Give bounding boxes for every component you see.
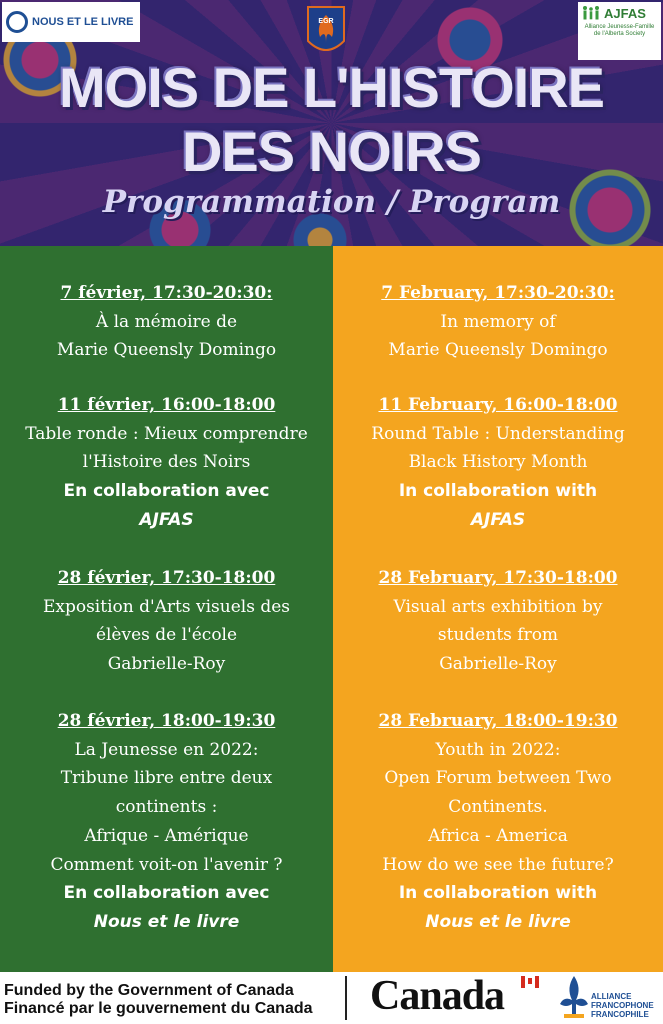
collab-label: In collaboration with [398, 883, 598, 904]
event-fr-4 [0, 707, 333, 937]
footer-divider [345, 976, 347, 1020]
event-date: 11 February, 16:00-18:00 [378, 395, 618, 415]
event-line: À la mémoire de [95, 311, 238, 332]
event-en-1 [333, 279, 663, 365]
event-line: Youth in 2022: [435, 739, 561, 760]
nous-et-le-livre-text: NOUS ET LE LIVRE [32, 16, 134, 28]
event-fr-1 [0, 279, 333, 365]
ajfas-logo [578, 2, 661, 60]
family-figures-icon [581, 5, 601, 21]
fleur-de-lis-icon [556, 974, 592, 1022]
canada-wordmark: Canada [370, 973, 505, 1019]
event-line: students from [437, 625, 559, 646]
funded-fr: Financé par le gouvernement du Canada [4, 1000, 313, 1017]
event-line: Marie Queensly Domingo [388, 340, 608, 361]
event-fr-2 [0, 391, 333, 535]
collab-partner: AJFAS [470, 509, 526, 530]
egr-text: EGR [318, 18, 334, 25]
collab-label: In collaboration with [398, 481, 598, 502]
event-line: Table ronde : Mieux comprendre [25, 423, 308, 444]
event-line: Round Table : Understanding [371, 423, 625, 444]
event-en-3 [333, 564, 663, 679]
alliance-line-2: FRANCOPHONE [591, 1001, 654, 1010]
event-line: La Jeunesse en 2022: [74, 739, 259, 760]
event-en-4 [333, 707, 663, 937]
collab-partner: Nous et le livre [425, 911, 571, 932]
event-line: Africa - America [428, 825, 568, 846]
event-line: Comment voit-on l'avenir ? [50, 854, 283, 875]
event-line: l'Histoire des Noirs [82, 452, 251, 473]
phoenix-crest-icon [304, 3, 348, 59]
funding-footer [0, 972, 663, 1024]
event-line: Visual arts exhibition by [393, 596, 603, 617]
event-date: 11 février, 16:00-18:00 [57, 395, 276, 415]
alliance-line-3: FRANCOPHILE [591, 1010, 649, 1019]
header-banner [0, 0, 663, 246]
egr-phoenix-logo [303, 2, 349, 60]
event-line: Exposition d'Arts visuels des [42, 596, 291, 617]
funded-en: Funded by the Government of Canada [4, 982, 294, 999]
english-program-column [333, 246, 663, 972]
event-en-2 [333, 391, 663, 535]
book-globe-icon [6, 11, 28, 33]
alliance-line-1: ALLIANCE [591, 992, 632, 1001]
funding-statement [4, 982, 313, 1018]
event-date: 28 février, 17:30-18:00 [57, 568, 276, 588]
collab-partner: AJFAS [139, 509, 194, 530]
event-date: 28 February, 18:00-19:30 [378, 711, 618, 731]
event-line: Open Forum between Two [384, 768, 612, 789]
event-line: Marie Queensly Domingo [56, 340, 277, 361]
canada-flag-icon [521, 976, 539, 988]
event-date: 7 février, 17:30-20:30: [60, 283, 273, 303]
event-fr-3 [0, 564, 333, 679]
event-date: 28 février, 18:00-19:30 [57, 711, 276, 731]
event-line: élèves de l'école [95, 625, 238, 646]
collab-label: En collaboration avec [63, 883, 270, 904]
event-line: How do we see the future? [382, 854, 614, 875]
event-line: Continents. [448, 797, 548, 818]
ajfas-subtitle: Alliance Jeunesse-Famille de l'Alberta Society [584, 24, 655, 37]
ajfas-name: AJFAS [604, 5, 646, 21]
event-line: continents : [115, 797, 218, 818]
program-subtitle: Programmation / Program [102, 184, 561, 220]
alliance-francophone-logo [591, 992, 654, 1019]
french-program-column [0, 246, 333, 972]
event-line: Tribune libre entre deux [60, 768, 273, 789]
event-line: In memory of [440, 311, 556, 332]
title-line-1: MOIS DE L'HISTOIRE [58, 56, 604, 119]
event-line: Afrique - Amérique [84, 825, 249, 846]
event-line: Gabrielle-Roy [439, 654, 557, 675]
collab-label: En collaboration avec [63, 481, 270, 502]
event-date: 28 February, 17:30-18:00 [378, 568, 618, 588]
collab-partner: Nous et le livre [93, 911, 240, 932]
event-date: 7 February, 17:30-20:30: [381, 283, 615, 303]
nous-et-le-livre-logo [2, 2, 140, 42]
title-line-2: DES NOIRS [181, 120, 482, 183]
event-line: Gabrielle-Roy [107, 654, 226, 675]
event-line: Black History Month [408, 452, 588, 473]
